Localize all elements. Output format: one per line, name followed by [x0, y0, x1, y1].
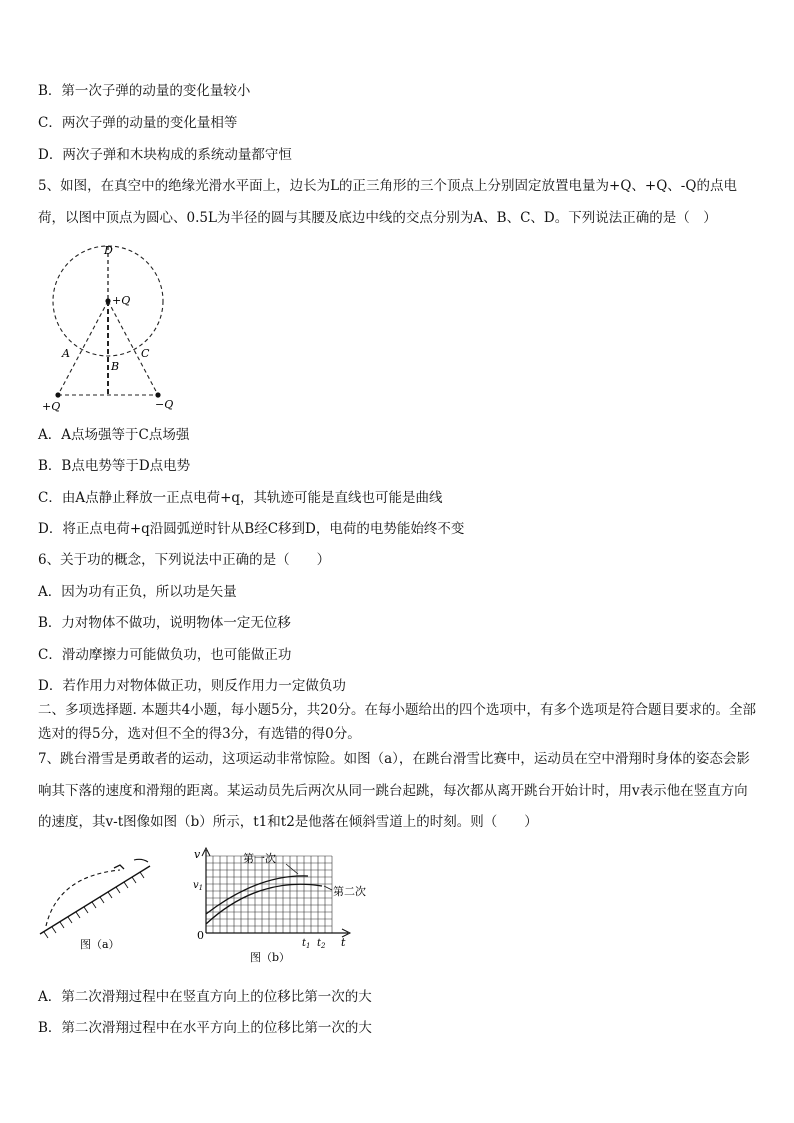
label-second: 第二次 — [333, 885, 366, 898]
question-5-option-b: B．B点电势等于D点电势 — [38, 458, 191, 474]
jump-platform — [134, 859, 148, 862]
label-origin: 0 — [197, 929, 204, 942]
curve-second — [206, 884, 322, 924]
question-6-option-b: B．力对物体不做功，说明物体一定无位移 — [38, 615, 291, 631]
question-7-option-b: B．第二次滑翔过程中在水平方向上的位移比第一次的大 — [38, 1020, 372, 1036]
question-5-option-a: A．A点场强等于C点场强 — [38, 427, 190, 443]
slope-hatching — [44, 872, 144, 938]
label-v1: $v_1$ — [193, 880, 204, 892]
question-5-stem: 5、如图，在真空中的绝缘光滑水平面上，边长为L的正三角形的三个顶点上分别固定放置电量为+Q、+Q、-Q的点电荷，以图中顶点为圆心、0.5L为半径的圆与其腰及底边中线的交点分别为A、B、C、D。下列说法正确的是（ ） — [38, 178, 737, 226]
label-right-charge: −Q — [155, 398, 174, 411]
label-top-charge: +Q — [112, 294, 131, 307]
label-t: t — [341, 936, 346, 949]
curve-first — [206, 876, 308, 914]
option-d-prev: D．两次子弹和木块构成的系统动量都守恒 — [38, 147, 292, 163]
question-7-stem: 7、跳台滑雪是勇敢者的运动，这项运动非常惊险。如图（a），在跳台滑雪比赛中，运动员在空中滑翔时身体的姿态会影响其下落的速度和滑翔的距离。某运动员先后两次从同一跳台起跳，每次都从离开跳台开始计时，用v表示他在竖直方向的速度，其v-t图像如图（b）所示，t1和t2是他落在倾斜雪道上的时刻。则（ ） — [38, 751, 750, 830]
figure-b-vt-graph — [188, 846, 388, 968]
label-left-charge: +Q — [42, 400, 61, 413]
figure-a-ski-jump — [38, 856, 158, 956]
slope-line — [40, 866, 150, 934]
label-first: 第一次 — [243, 852, 276, 865]
question-5-figure — [38, 240, 188, 415]
label-d: D — [104, 244, 113, 257]
right-side-line — [108, 301, 158, 395]
figure-a-caption: 图（a） — [80, 938, 120, 951]
label-b: B — [111, 360, 120, 373]
leader-first — [286, 864, 298, 874]
section-2-heading: 二、多项选择题. 本题共4小题，每小题5分，共20分。在每小题给出的四个选项中，有多个选项是符合题目要求的。全部选对的得5分，选对但不全的得3分，有选错的得0分。 — [38, 702, 756, 742]
charge-left — [55, 392, 60, 397]
trajectory-path — [46, 870, 120, 926]
label-t2: $t_2$ — [317, 938, 326, 950]
question-7-option-a: A．第二次滑翔过程中在竖直方向上的位移比第一次的大 — [38, 989, 372, 1005]
grid — [206, 856, 332, 933]
option-b-prev: B．第一次子弹的动量的变化量较小 — [38, 83, 251, 99]
label-t1: $t_1$ — [302, 938, 311, 950]
question-5-option-d: D．将正点电荷+q沿圆弧逆时针从B经C移到D，电荷的电势能始终不变 — [38, 521, 465, 537]
option-c-prev: C．两次子弹的动量的变化量相等 — [38, 115, 238, 131]
label-v: v — [194, 848, 201, 861]
figure-b-caption: 图（b） — [250, 951, 291, 964]
question-5-option-c: C．由A点静止释放一正点电荷+q，其轨迹可能是直线也可能是曲线 — [38, 490, 443, 506]
charge-right — [155, 392, 160, 397]
label-a: A — [62, 347, 70, 360]
question-6-stem: 6、关于功的概念，下列说法中正确的是（ ） — [38, 552, 331, 568]
question-6-option-c: C．滑动摩擦力可能做负功，也可能做正功 — [38, 647, 292, 663]
label-c: C — [141, 347, 150, 360]
question-6-option-d: D．若作用力对物体做正功，则反作用力一定做负功 — [38, 678, 346, 694]
question-6-option-a: A．因为功有正负，所以功是矢量 — [38, 584, 237, 600]
skier-icon — [114, 865, 124, 869]
charge-top — [105, 298, 110, 303]
